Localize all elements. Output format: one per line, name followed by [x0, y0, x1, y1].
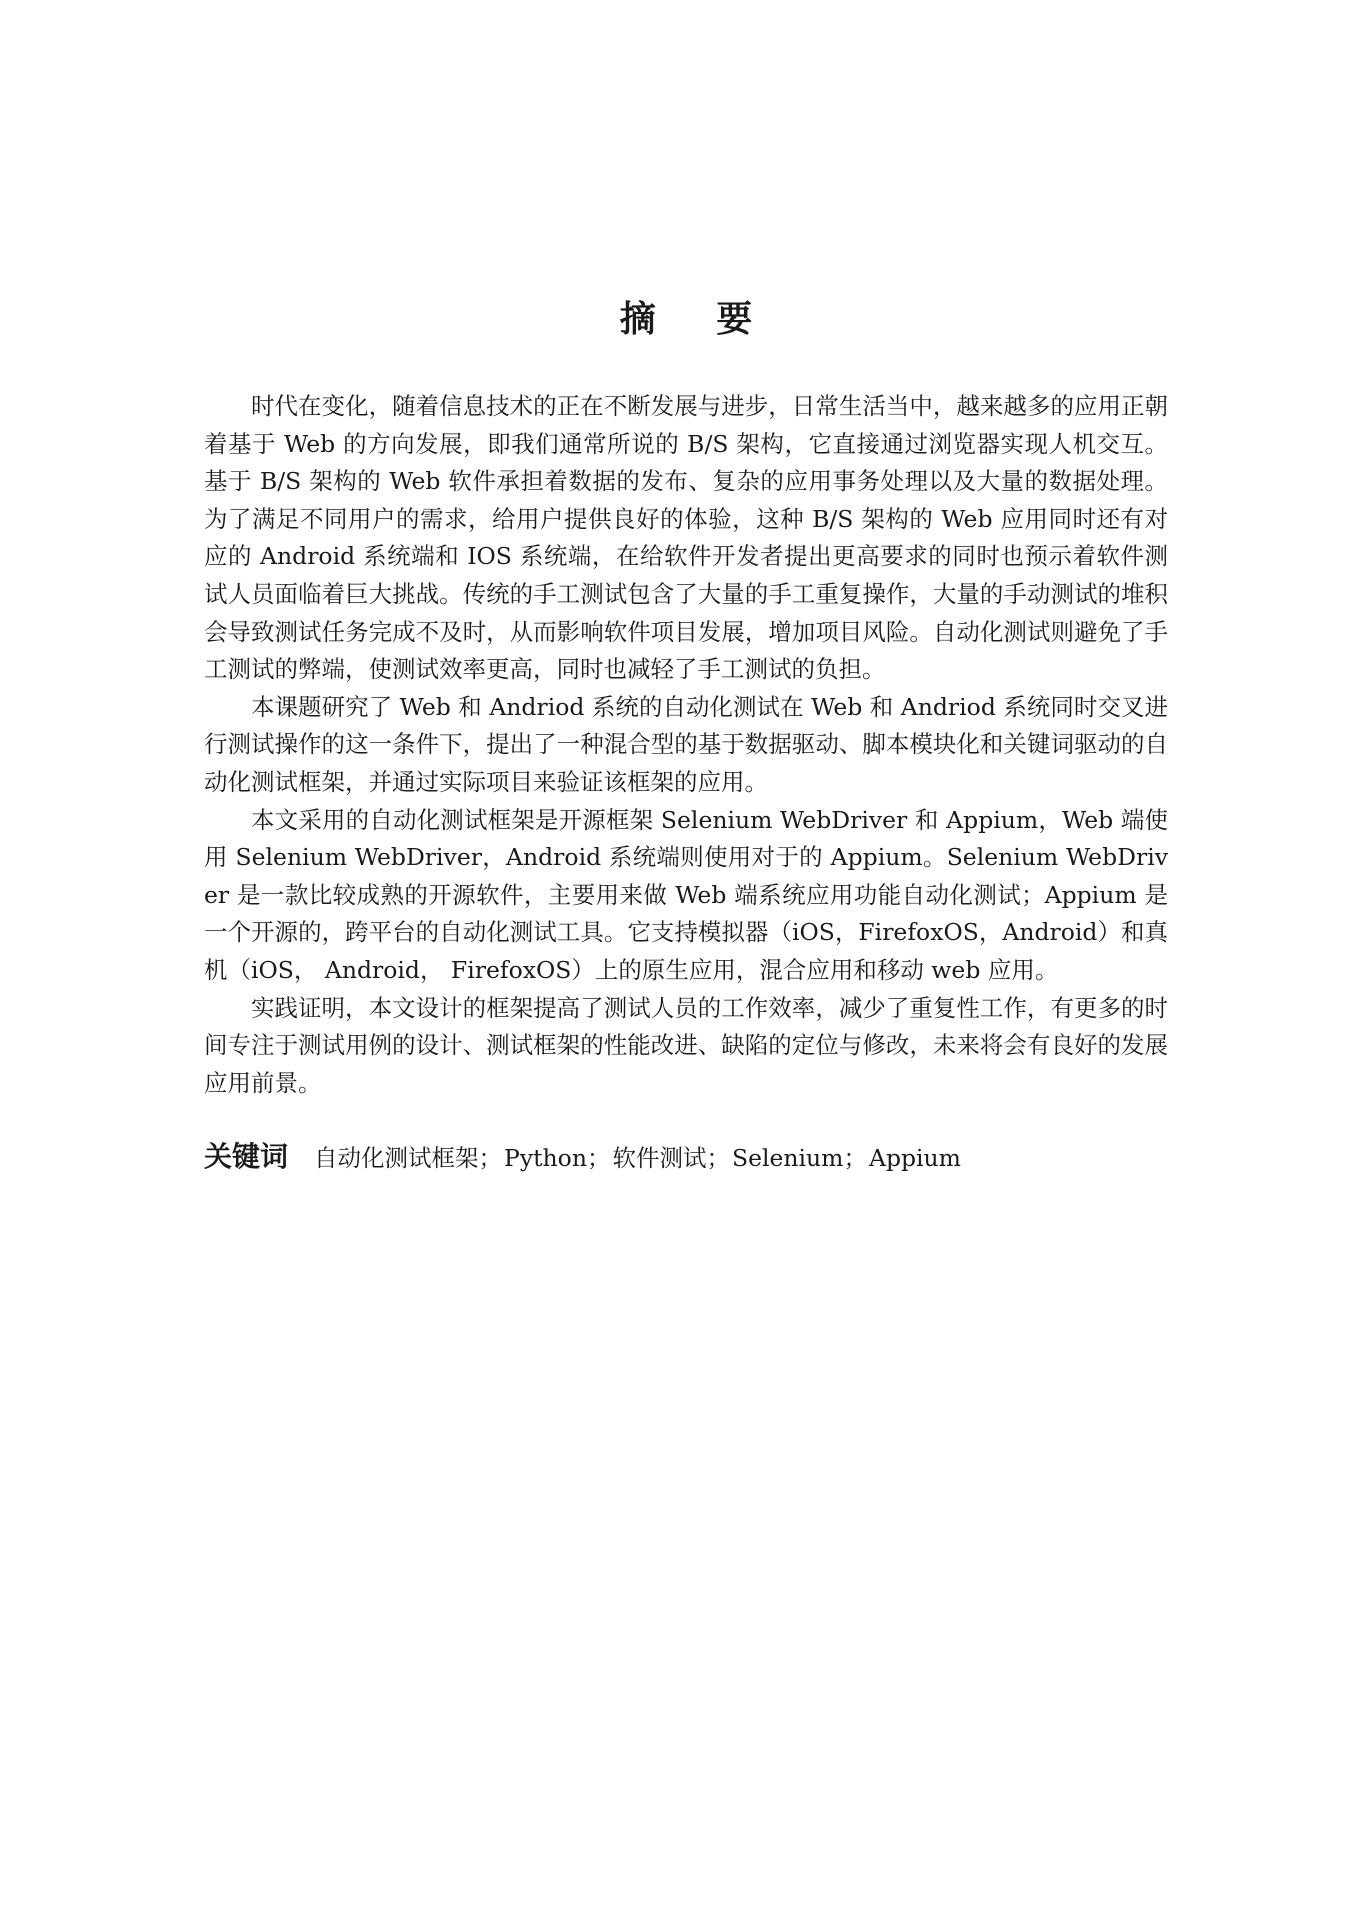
abstract-paragraph-3: 本文采用的自动化测试框架是开源框架 Selenium WebDriver 和 Appium，Web 端使用 Selenium WebDriver，Android 系统端则使用对于的 Appium。Selenium WebDriver 是一款比较成熟的开源软件，主要用来做 Web 端系统应用功能自动化测试；Appium 是一个开源的，跨平台的自动化测试工具。它支持模拟器（iOS，FirefoxOS，Android）和真机（iOS， Android， FirefoxOS）上的原生应用，混合应用和移动 web 应用。 [204, 805, 1168, 984]
keywords-section [204, 1138, 1168, 1177]
keyword-item: 软件测试 [612, 1144, 707, 1173]
page-title: 摘 要 [619, 299, 777, 340]
keyword-item: 自动化测试框架 [314, 1144, 479, 1173]
keyword-separator: ； [478, 1144, 503, 1173]
abstract-page [204, 296, 1168, 1177]
keyword-item: Selenium [731, 1144, 844, 1173]
keywords-label: 关键词 [204, 1140, 289, 1174]
keyword-item: Python [504, 1144, 587, 1173]
keyword-item: Appium [868, 1144, 961, 1173]
abstract-paragraph-1: 时代在变化，随着信息技术的正在不断发展与进步，日常生活当中，越来越多的应用正朝着基于 Web 的方向发展，即我们通常所说的 B/S 架构，它直接通过浏览器实现人机交互。基于 B/S 架构的 Web 软件承担着数据的发布、复杂的应用事务处理以及大量的数据处理。为了满足不同用户的需求，给用户提供良好的体验，这种 B/S 架构的 Web 应用同时还有对应的 Android 系统端和 IOS 系统端，在给软件开发者提出更高要求的同时也预示着软件测试人员面临着巨大挑战。传统的手工测试包含了大量的手工重复操作，大量的手动测试的堆积会导致测试任务完成不及时，从而影响软件项目发展，增加项目风险。自动化测试则避免了手工测试的弊端，使测试效率更高，同时也减轻了手工测试的负担。 [204, 392, 1168, 684]
keyword-separator: ； [586, 1144, 611, 1173]
abstract-paragraph-4: 实践证明，本文设计的框架提高了测试人员的工作效率，减少了重复性工作，有更多的时间专注于测试用例的设计、测试框架的性能改进、缺陷的定位与修改，未来将会有良好的发展应用前景。 [204, 993, 1168, 1097]
keyword-separator: ； [706, 1144, 730, 1173]
abstract-body [204, 388, 1168, 1102]
keywords-list [314, 1139, 961, 1177]
keyword-separator: ； [843, 1144, 867, 1173]
abstract-paragraph-2: 本课题研究了 Web 和 Andriod 系统的自动化测试在 Web 和 Andriod 系统同时交叉进行测试操作的这一条件下，提出了一种混合型的基于数据驱动、脚本模块化和关键词驱动的自动化测试框架，并通过实际项目来验证该框架的应用。 [204, 692, 1168, 796]
